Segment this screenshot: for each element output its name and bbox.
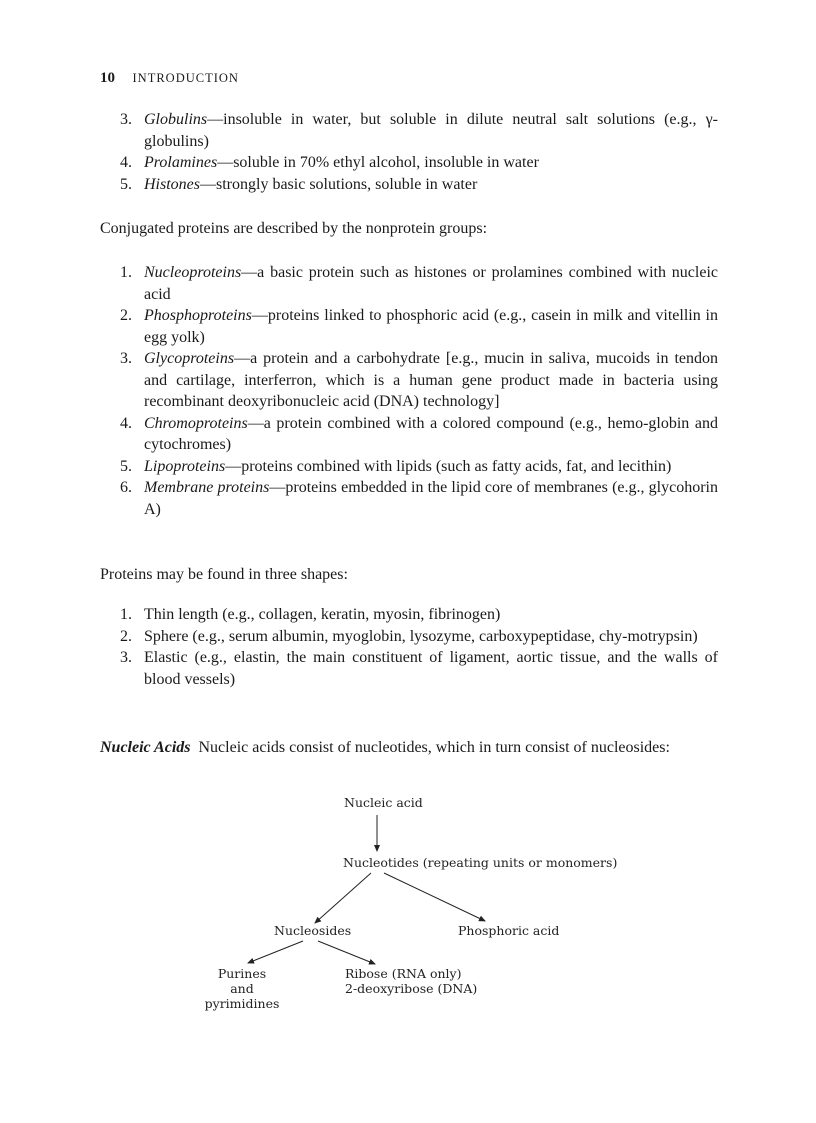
arrow-nucleosides-to-purines (248, 941, 303, 963)
list-item: 5. Histones—strongly basic solutions, soluble in water (120, 175, 478, 193)
list-item: 6. Membrane proteins—proteins embedded in the lipid core of membranes (e.g., glycohorin A) (120, 479, 719, 518)
arrow-nucleotides-to-phosphoric (384, 873, 485, 921)
node-purines-pyrimidines: Purines and pyrimidines (204, 966, 280, 1011)
nucleic-acids-text: Nucleic acids consist of nucleotides, which in turn consist of nucleosides: (198, 739, 670, 756)
list-item: 2. Sphere (e.g., serum albumin, myoglobin, lysozyme, carboxypeptidase, chy-motrypsin) (120, 627, 698, 645)
list-item: 5. Lipoproteins—proteins combined with lipids (such as fatty acids, fat, and lecithin) (120, 457, 672, 475)
list-item: 4. Prolamines—soluble in 70% ethyl alcohol, insoluble in water (120, 154, 539, 171)
list-item: 1. Nucleoproteins—a basic protein such as histones or prolamines combined with nucleic acid (120, 264, 718, 303)
term: Prolamines (144, 154, 218, 171)
arrow-nucleotides-to-nucleosides (315, 873, 371, 923)
nucleic-acids-heading: Nucleic Acids (100, 739, 191, 756)
arrow-nucleosides-to-ribose (318, 941, 375, 964)
page-number: 10 (100, 70, 115, 86)
list-item: 3. Globulins—insoluble in water, but soluble in dilute neutral salt solutions (e.g., γ-globulins) (120, 111, 718, 150)
protein-shapes-list (120, 604, 718, 690)
node-nucleic-acid: Nucleic acid (344, 795, 423, 810)
node-phosphoric-acid: Phosphoric acid (458, 923, 560, 938)
conjugated-protein-list (120, 262, 718, 520)
list-item: 3. Glycoproteins—a protein and a carbohydrate [e.g., mucin in saliva, mucoids in tendon and cartilage, interferron, which is a human gene product made in bacteria using recombinant deoxyribonucleic acid (DNA) technology] (120, 350, 718, 410)
list-item: 4. Chromoproteins—a protein combined with a colored compound (e.g., hemo-globin and cytochromes) (120, 414, 718, 453)
node-nucleosides: Nucleosides (274, 923, 352, 938)
list-item: 1. Thin length (e.g., collagen, keratin, myosin, fibrinogen) (120, 606, 501, 623)
list-item: 2. Phosphoproteins—proteins linked to phosphoric acid (e.g., casein in milk and vitellin in egg yolk) (120, 307, 718, 346)
term: Histones (144, 175, 200, 193)
conjugated-intro: Conjugated proteins are described by the nonprotein groups: (100, 220, 488, 237)
simple-protein-list (120, 109, 718, 195)
term: Globulins (144, 111, 208, 128)
shapes-intro: Proteins may be found in three shapes: (100, 566, 348, 583)
nucleic-acids-paragraph (100, 737, 718, 759)
list-item: 3. Elastic (e.g., elastin, the main constituent of ligament, aortic tissue, and the walls of blood vessels) (120, 649, 718, 688)
running-header (100, 70, 239, 87)
running-title: INTRODUCTION (132, 71, 239, 85)
node-nucleotides: Nucleotides (repeating units or monomers) (343, 855, 618, 870)
node-sugars: Ribose (RNA only) 2-deoxyribose (DNA) (345, 966, 478, 996)
